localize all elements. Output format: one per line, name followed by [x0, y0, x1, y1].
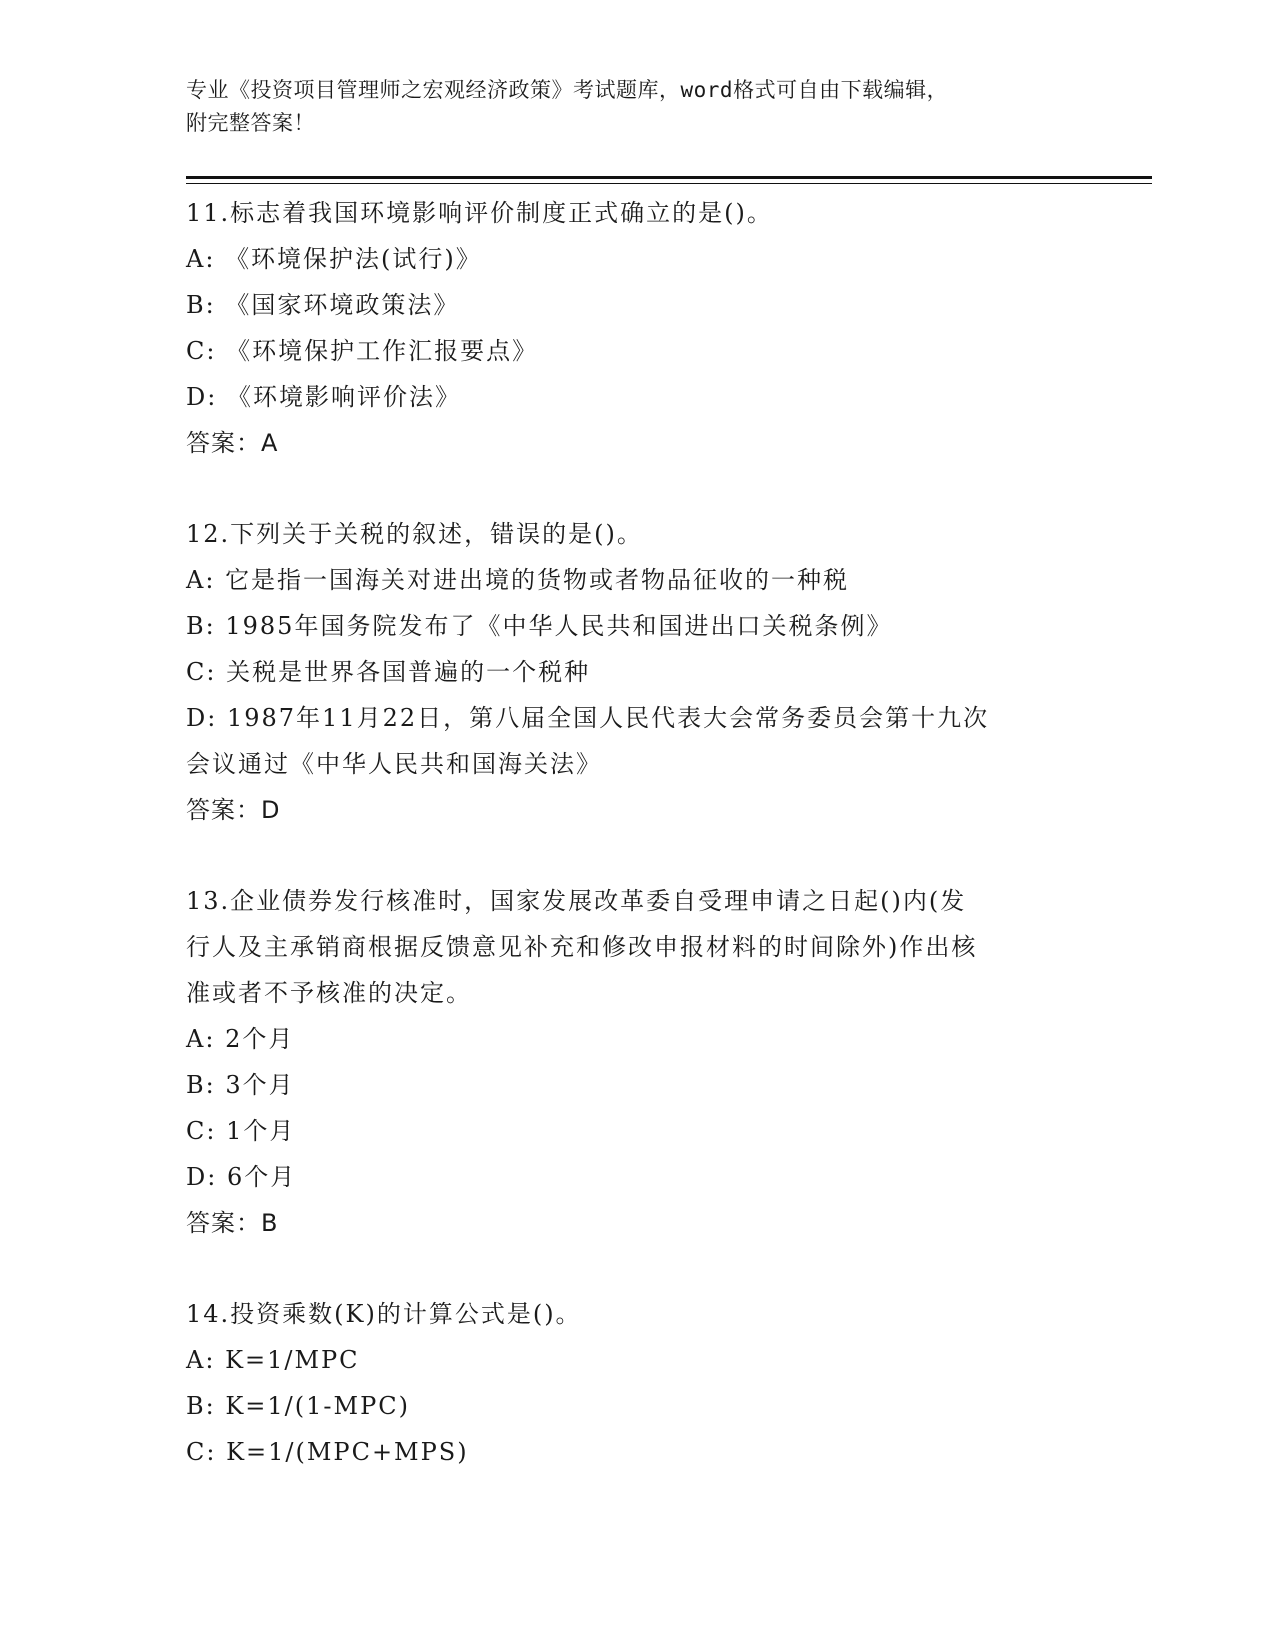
option-text: 6个月 [226, 1163, 297, 1191]
option-text: 1个月 [226, 1117, 296, 1145]
question-spacer [186, 1246, 1086, 1291]
question-stem [186, 1291, 1086, 1337]
question-12 [186, 511, 1086, 833]
option-key: C: [186, 1117, 217, 1145]
question-text: 投资乘数(K)的计算公式是()。 [230, 1300, 582, 1328]
option-key: C: [186, 337, 217, 365]
question-number: 12. [186, 520, 231, 548]
option-b [186, 603, 1086, 649]
option-key: A: [186, 1346, 216, 1374]
option-a [186, 1337, 1086, 1383]
option-text: 2个月 [225, 1025, 295, 1053]
question-13 [186, 878, 1086, 1246]
option-c [186, 1108, 1086, 1154]
option-d [186, 1154, 1086, 1200]
option-text: 1987年11月22日，第八届全国人民代表大会常务委员会第十九次 [226, 704, 990, 732]
question-14 [186, 1291, 1086, 1475]
question-spacer [186, 833, 1086, 878]
option-key: A: [186, 245, 216, 273]
question-text: 下列关于关税的叙述，错误的是()。 [230, 520, 643, 548]
question-number: 13. [186, 887, 231, 915]
option-key: B: [186, 612, 216, 640]
option-text: K=1/(MPC+MPS) [226, 1438, 469, 1466]
option-c [186, 1429, 1086, 1475]
option-text: 3个月 [225, 1071, 295, 1099]
option-b [186, 1383, 1086, 1429]
option-text: K=1/(1-MPC) [225, 1392, 410, 1420]
option-a [186, 557, 1086, 603]
option-key: B: [186, 1392, 216, 1420]
option-text: 1985年国务院发布了《中华人民共和国进出口关税条例》 [225, 612, 893, 640]
option-a [186, 236, 1086, 282]
question-stem [186, 511, 1086, 557]
option-text: 它是指一国海关对进出境的货物或者物品征收的一种税 [225, 566, 850, 594]
option-key: C: [186, 658, 217, 686]
option-text: 关税是世界各国普遍的一个税种 [226, 658, 591, 686]
question-11 [186, 190, 1086, 466]
header-line-1: 专业《投资项目管理师之宏观经济政策》考试题库，word格式可自由下载编辑， [186, 78, 949, 102]
question-text: 标志着我国环境影响评价制度正式确立的是()。 [230, 199, 773, 227]
option-key: B: [186, 291, 216, 319]
option-key: D: [186, 1163, 218, 1191]
option-key: D: [186, 383, 218, 411]
option-c [186, 649, 1086, 695]
header-divider-thin [186, 183, 1152, 184]
option-d [186, 374, 1086, 420]
option-key: B: [186, 1071, 216, 1099]
option-text: 《国家环境政策法》 [225, 291, 460, 319]
header-line-2: 附完整答案！ [186, 111, 315, 135]
question-list [186, 190, 1086, 1475]
question-stem [186, 878, 1086, 924]
answer-line: 答案：D [186, 796, 281, 824]
question-stem-continued: 行人及主承销商根据反馈意见补充和修改申报材料的时间除外)作出核 [186, 933, 978, 961]
option-d-continued: 会议通过《中华人民共和国海关法》 [186, 750, 602, 778]
document-header [186, 74, 1066, 140]
option-text: 《环境保护法(试行)》 [225, 245, 482, 273]
option-key: A: [186, 566, 216, 594]
answer-line: 答案：B [186, 1209, 279, 1237]
option-d [186, 695, 1086, 741]
option-text: 《环境影响评价法》 [226, 383, 461, 411]
option-c [186, 328, 1086, 374]
header-divider-thick [186, 176, 1152, 179]
option-b [186, 1062, 1086, 1108]
question-number: 11. [186, 199, 231, 227]
question-stem-continued: 准或者不予核准的决定。 [186, 979, 472, 1007]
question-text: 企业债券发行核准时，国家发展改革委自受理申请之日起()内(发 [230, 887, 967, 915]
option-key: A: [186, 1025, 216, 1053]
option-text: 《环境保护工作汇报要点》 [226, 337, 539, 365]
answer-line: 答案：A [186, 429, 279, 457]
option-b [186, 282, 1086, 328]
question-stem [186, 190, 1086, 236]
option-key: D: [186, 704, 218, 732]
option-key: C: [186, 1438, 217, 1466]
question-spacer [186, 466, 1086, 511]
question-number: 14. [186, 1300, 231, 1328]
option-text: K=1/MPC [225, 1346, 360, 1374]
option-a [186, 1016, 1086, 1062]
